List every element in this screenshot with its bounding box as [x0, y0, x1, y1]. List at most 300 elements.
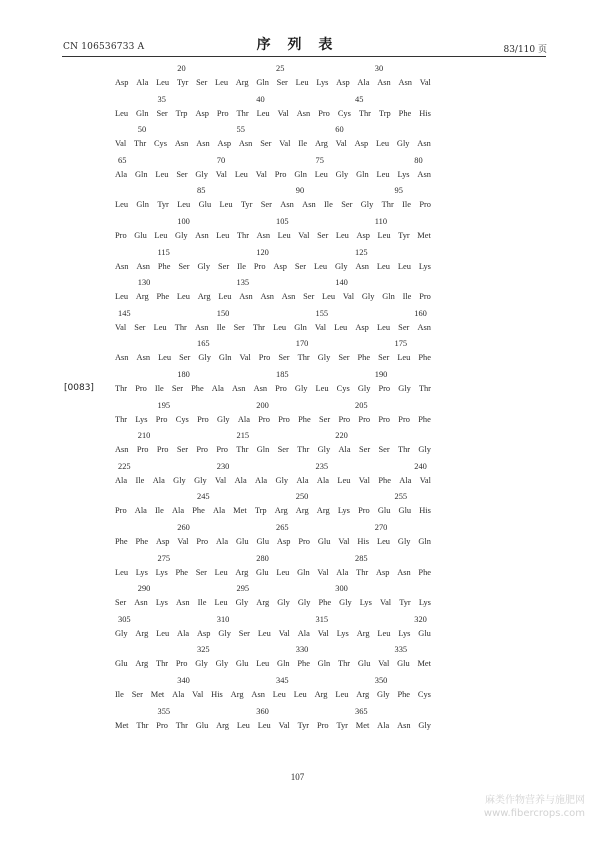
residue: Gly	[197, 261, 211, 271]
residue: Leu	[154, 231, 168, 240]
residue-number: 175	[394, 339, 408, 349]
residue: Arg	[216, 720, 229, 730]
residue: Ser	[238, 628, 250, 638]
residue: Phe	[297, 659, 310, 669]
residue: Arg	[256, 598, 270, 608]
residue: Gly	[317, 353, 331, 363]
residue: Tyr	[297, 720, 310, 730]
watermark-line-2: www.fibercrops.com	[483, 808, 585, 819]
residue: Pro	[258, 353, 271, 363]
residue: Pro	[274, 169, 287, 179]
residue: Ala	[336, 567, 349, 577]
residue: Cys	[175, 414, 189, 424]
residue: Thr	[155, 659, 169, 669]
residue: Leu	[322, 292, 336, 302]
residue: Gly	[294, 384, 308, 393]
residue: Phe	[298, 414, 311, 424]
residue: Lys	[359, 598, 372, 608]
residue: Phe	[397, 690, 411, 699]
residue: Gly	[361, 292, 375, 302]
residue-number-line	[115, 370, 431, 380]
residue: Leu	[397, 261, 411, 271]
residue: Asn	[417, 322, 431, 332]
residue-number-line	[115, 156, 431, 166]
residue-number: 290	[137, 584, 151, 594]
residue: Ala	[316, 475, 330, 485]
residue: Phe	[135, 537, 149, 546]
residue: Pro	[196, 537, 209, 546]
residue: Ser	[179, 353, 191, 363]
residue-line	[115, 537, 431, 546]
residue-line	[115, 323, 431, 332]
residue: Met	[150, 690, 165, 699]
residue-line	[115, 659, 431, 668]
residue: Ala	[215, 537, 229, 546]
residue: Met	[355, 720, 370, 730]
residue: Thr	[356, 567, 369, 577]
residue: Ala	[399, 475, 412, 485]
residue: Thr	[338, 659, 351, 669]
residue: Val	[255, 169, 267, 179]
residue: Leu	[376, 139, 390, 149]
residue-number: 110	[374, 217, 388, 226]
residue: Ser	[358, 445, 371, 455]
residue-number-line	[115, 554, 431, 564]
residue-line	[115, 78, 431, 87]
residue-number-line	[115, 217, 431, 227]
residue: Asp	[276, 537, 291, 546]
residue: Arg	[230, 690, 244, 699]
residue: Asn	[417, 139, 431, 149]
residue: Arg	[295, 506, 309, 516]
residue: Thr	[115, 414, 128, 424]
residue-number: 185	[276, 370, 289, 379]
residue: Trp	[175, 108, 188, 118]
residue-number: 130	[137, 278, 151, 288]
residue: Gly	[418, 720, 431, 730]
residue: Ser	[277, 445, 289, 455]
residue: Trp	[378, 108, 391, 118]
residue: Gly	[397, 537, 411, 546]
residue: Pro	[358, 506, 370, 516]
residue-number-line	[115, 492, 431, 502]
residue: Gln	[418, 537, 431, 546]
residue: Ser	[131, 690, 143, 699]
residue: Ala	[211, 384, 224, 393]
residue: Leu	[335, 231, 349, 240]
residue: Thr	[174, 322, 187, 332]
residue: Ser	[176, 169, 188, 179]
residue: Leu	[377, 628, 391, 638]
residue: Asn	[251, 690, 265, 699]
residue: Ile	[216, 322, 226, 332]
residue: Phe	[398, 108, 412, 118]
residue: Val	[192, 690, 204, 699]
residue: Ile	[154, 384, 164, 393]
residue: Ser	[294, 261, 307, 271]
residue-line	[115, 139, 431, 148]
residue-number: 355	[157, 706, 171, 716]
residue: Asp	[355, 322, 369, 332]
residue: Asn	[253, 384, 268, 393]
residue-line	[115, 690, 431, 699]
residue: Leu	[115, 108, 129, 118]
residue: Lys	[155, 598, 168, 608]
residue: Ala	[357, 78, 370, 87]
residue: Leu	[314, 169, 328, 179]
residue: Gln	[136, 200, 149, 210]
residue: Leu	[337, 475, 351, 485]
residue: Gln	[256, 445, 270, 455]
residue-number: 120	[256, 247, 269, 257]
residue: Ser	[303, 292, 315, 302]
residue: Cys	[337, 108, 351, 118]
residue: Leu	[376, 261, 390, 271]
residue: Glu	[134, 231, 147, 240]
paragraph-tag: [0083]	[64, 383, 94, 393]
residue: Gln	[297, 567, 310, 577]
residue: Gly	[418, 445, 431, 455]
residue: Glu	[115, 659, 128, 669]
residue: Leu	[214, 567, 228, 577]
residue-number: 250	[295, 492, 309, 502]
residue: Gly	[398, 384, 411, 393]
residue-number: 255	[394, 492, 408, 502]
residue-number-line	[115, 584, 431, 594]
residue: Ile	[155, 506, 164, 516]
residue: Arg	[316, 506, 330, 516]
residue: Val	[278, 720, 290, 730]
residue: Phe	[157, 261, 171, 271]
residue-number: 340	[177, 676, 190, 685]
residue: Glu	[235, 537, 249, 546]
residue: Arg	[235, 78, 249, 87]
residue: Asn	[231, 384, 246, 393]
residue-number: 345	[276, 676, 289, 685]
residue: Glu	[235, 659, 249, 669]
residue: Ser	[196, 78, 208, 87]
residue: Glu	[256, 537, 269, 546]
residue-line	[115, 568, 431, 577]
residue: Thr	[418, 384, 431, 393]
residue: Thr	[397, 445, 411, 455]
residue: Asp	[115, 78, 129, 87]
residue: Glu	[357, 659, 371, 669]
residue: Pro	[156, 720, 168, 730]
residue: Phe	[156, 292, 170, 302]
residue: Ser	[217, 261, 230, 271]
residue: Thr	[115, 384, 128, 393]
residue: Lys	[398, 628, 411, 638]
residue: Ile	[115, 690, 124, 699]
residue: Ser	[233, 322, 245, 332]
residue-number: 240	[414, 461, 427, 471]
residue: Asn	[239, 292, 253, 302]
residue: Asn	[136, 353, 151, 363]
residue: Tyr	[240, 200, 253, 210]
residue: Arg	[135, 628, 149, 638]
residue: Pro	[156, 445, 169, 455]
residue-number: 65	[118, 155, 127, 165]
residue-number: 315	[315, 614, 329, 624]
residue: Gly	[215, 659, 229, 669]
residue: Leu	[153, 322, 167, 332]
residue: Leu	[214, 598, 228, 608]
residue-number: 125	[355, 247, 368, 257]
residue: Gly	[277, 598, 290, 608]
residue-number: 115	[157, 247, 170, 257]
residue: Leu	[376, 169, 390, 179]
header-rule	[62, 56, 546, 57]
residue: Ile	[197, 598, 207, 608]
residue-number: 225	[118, 461, 131, 471]
residue: Gln	[294, 169, 307, 179]
residue: Pro	[115, 506, 127, 516]
residue: Ala	[152, 475, 165, 485]
residue: Leu	[219, 200, 233, 210]
residue-number: 285	[355, 553, 368, 563]
residue: Lys	[337, 506, 350, 516]
residue: Phe	[418, 567, 431, 577]
residue: Leu	[377, 231, 391, 240]
residue: Ala	[234, 475, 247, 485]
residue-number: 30	[374, 64, 384, 73]
residue-line	[115, 721, 431, 730]
residue: Leu	[273, 322, 287, 332]
residue: Glu	[256, 567, 269, 577]
residue-number: 145	[118, 308, 131, 318]
residue: Met	[417, 231, 431, 240]
watermark-line-1: 麻类作物营养与施肥网	[485, 795, 585, 806]
residue: Met	[233, 506, 247, 516]
residue-number: 180	[177, 370, 190, 379]
residue: Asn	[398, 78, 412, 87]
residue-number: 80	[414, 155, 423, 165]
residue: Asp	[375, 567, 390, 577]
residue: Val	[342, 292, 355, 302]
residue: Pro	[378, 414, 390, 424]
residue: Pro	[136, 445, 149, 455]
residue: Pro	[197, 414, 209, 424]
residue: Asn	[194, 322, 209, 332]
residue: Pro	[358, 414, 371, 424]
residue: Pro	[316, 720, 329, 730]
residue-number: 245	[197, 492, 210, 502]
residue: Asp	[195, 108, 209, 118]
residue: Ala	[297, 628, 310, 638]
residue-number: 165	[197, 339, 210, 349]
residue: Thr	[175, 720, 188, 730]
residue: Val	[378, 659, 390, 669]
residue-number: 160	[414, 308, 427, 318]
residue: Arg	[274, 506, 288, 516]
residue: Asp	[336, 78, 350, 87]
residue: Tyr	[398, 231, 410, 240]
residue: Pro	[175, 659, 188, 669]
residue-number: 150	[216, 308, 230, 318]
residue-line	[115, 170, 431, 179]
residue: Thr	[297, 353, 310, 363]
residue: Gln	[382, 292, 395, 302]
residue: Asp	[197, 628, 211, 638]
header-page-of: 83/110 页	[503, 45, 547, 55]
residue: Leu	[115, 200, 129, 210]
residue: Phe	[175, 567, 189, 577]
residue-number: 205	[355, 400, 368, 410]
residue: Pro	[115, 231, 127, 240]
residue: Gln	[277, 659, 290, 669]
residue: Gly	[297, 598, 311, 608]
residue: Gly	[194, 475, 207, 485]
residue: Glu	[418, 628, 431, 638]
residue-number: 360	[256, 706, 269, 716]
residue: Val	[279, 139, 291, 149]
residue: Ala	[377, 720, 390, 730]
residue: Ser	[398, 322, 410, 332]
residue: Gly	[235, 598, 249, 608]
residue: Val	[335, 139, 347, 149]
residue-number-line	[115, 95, 431, 105]
residue-number: 350	[374, 676, 388, 685]
residue: Asp	[155, 537, 170, 546]
residue-number: 85	[197, 186, 206, 196]
residue: Val	[215, 169, 227, 179]
residue: Ala	[255, 475, 268, 485]
residue: Asp	[217, 139, 232, 149]
residue: Gly	[357, 384, 371, 393]
residue: Thr	[381, 200, 394, 210]
residue-number: 325	[197, 645, 210, 655]
residue: Ala	[172, 506, 185, 516]
residue: Tyr	[336, 720, 348, 730]
residue: Val	[277, 108, 289, 118]
residue: Pro	[398, 414, 410, 424]
residue-number: 70	[216, 155, 226, 165]
residue-number-line	[115, 676, 431, 686]
residue: Phe	[318, 598, 332, 608]
residue: Arg	[135, 659, 149, 669]
residue: Pro	[258, 414, 270, 424]
residue: Asp	[354, 139, 369, 149]
residue: Thr	[297, 445, 310, 455]
residue-number: 40	[256, 94, 265, 104]
residue: Asn	[397, 720, 411, 730]
residue: Val	[379, 598, 392, 608]
residue: Phe	[418, 353, 431, 363]
residue: Ser	[278, 353, 290, 363]
residue-number: 35	[157, 94, 166, 104]
residue: Cys	[336, 384, 350, 393]
residue: Gln	[294, 322, 307, 332]
residue: Ser	[195, 567, 207, 577]
residue: Ser	[260, 139, 272, 149]
residue: Leu	[115, 567, 129, 577]
residue-number: 50	[137, 125, 147, 135]
residue: Leu	[335, 690, 349, 699]
residue-number-line	[115, 186, 431, 196]
residue: Val	[317, 628, 329, 638]
residue: Leu	[376, 537, 390, 546]
residue: Asn	[302, 200, 316, 210]
residue: Thr	[252, 322, 265, 332]
residue-number-line	[115, 523, 431, 533]
residue: Lys	[316, 78, 329, 87]
residue: Gly	[396, 139, 410, 149]
residue: Asn	[355, 261, 369, 271]
residue: Val	[215, 475, 227, 485]
residue: Leu	[216, 231, 230, 240]
residue: Leu	[377, 322, 391, 332]
residue: Glu	[195, 720, 209, 730]
residue: Gly	[218, 628, 231, 638]
residue: Ser	[134, 322, 146, 332]
residue: Tyr	[399, 598, 411, 608]
residue-number-line	[115, 125, 431, 135]
residue: Ala	[212, 506, 226, 516]
residue-number: 220	[335, 431, 348, 441]
residue-number: 200	[256, 400, 269, 410]
residue: Asn	[260, 292, 274, 302]
residue: Tyr	[157, 200, 169, 210]
residue: Phe	[192, 506, 205, 516]
residue-number: 140	[335, 278, 348, 288]
residue: Met	[417, 659, 431, 669]
residue: Tyr	[176, 78, 189, 87]
residue-number-line	[115, 309, 431, 319]
residue: Gly	[115, 628, 128, 638]
residue-number: 295	[236, 584, 250, 594]
residue: Ser	[341, 200, 353, 210]
residue: Gly	[360, 200, 374, 210]
residue-number: 95	[394, 186, 403, 196]
residue-number: 305	[118, 614, 131, 624]
residue: Thr	[358, 108, 371, 118]
residue: Val	[338, 537, 350, 546]
residue: Gly	[198, 353, 211, 363]
residue: Glu	[377, 506, 391, 516]
residue: Arg	[314, 139, 328, 149]
residue: His	[419, 108, 431, 118]
residue: Gly	[217, 414, 230, 424]
residue: Ile	[237, 261, 246, 271]
residue-number: 365	[355, 706, 368, 716]
residue: Met	[115, 720, 129, 730]
residue-number-line	[115, 645, 431, 655]
residue: Ala	[172, 690, 185, 699]
residue-line	[115, 353, 431, 362]
residue: Leu	[293, 690, 307, 699]
residue-number: 230	[216, 461, 230, 471]
residue: Ser	[319, 414, 331, 424]
residue: Ala	[134, 506, 147, 516]
residue: Pro	[278, 414, 290, 424]
residue: Pro	[419, 292, 431, 302]
residue: Asn	[136, 261, 150, 271]
residue-line	[115, 231, 431, 240]
residue: Gln	[218, 353, 232, 363]
residue: Pro	[155, 414, 168, 424]
residue: Thr	[236, 108, 249, 118]
residue-number: 25	[276, 64, 285, 73]
residue-number: 215	[236, 431, 250, 441]
residue-number: 260	[177, 523, 190, 532]
residue: Ala	[115, 169, 128, 179]
residue: Asn	[417, 169, 431, 179]
residue: Phe	[191, 384, 204, 393]
residue: Ala	[177, 628, 190, 638]
header-title: 序 列 表	[256, 37, 339, 53]
residue-number: 60	[335, 125, 344, 135]
